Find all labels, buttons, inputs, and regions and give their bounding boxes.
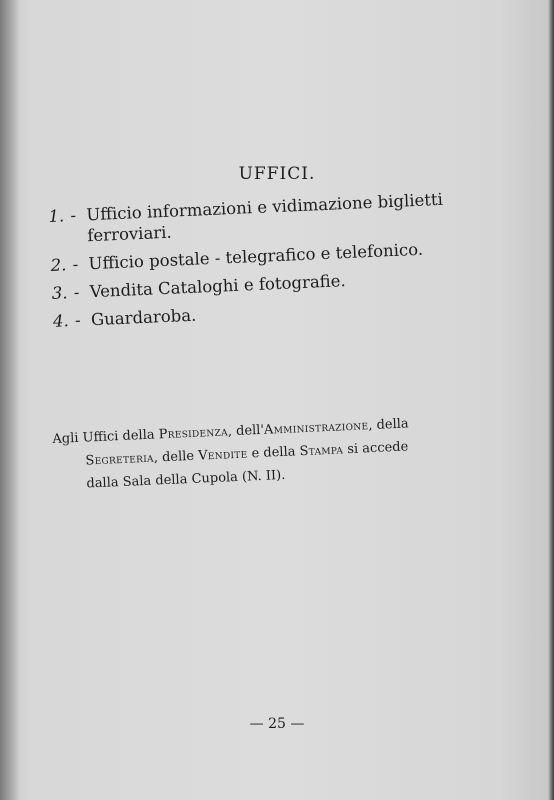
note-text: dalla Sala della Cupola (N. II). <box>86 467 286 492</box>
offices-list <box>48 188 473 339</box>
note-stampa: Stampa <box>299 442 344 460</box>
item-text: Vendita Cataloghi e fotografie. <box>89 271 347 302</box>
binding-shadow <box>0 0 20 800</box>
note-text: , dell' <box>227 422 265 440</box>
item-separator: - <box>72 254 79 274</box>
note-text: e della <box>247 444 300 462</box>
item-text: Ufficio informazioni e vidimazione biglietti ferroviari. <box>86 189 444 246</box>
item-separator: - <box>70 205 77 226</box>
page-edge <box>548 0 554 800</box>
item-separator: - <box>74 310 82 330</box>
page-title: UFFICI. <box>238 164 316 184</box>
note-text: , della <box>367 416 409 434</box>
item-number: 3. <box>51 283 68 303</box>
item-text: Ufficio postale - telegrafico e telefonico. <box>88 239 424 274</box>
note-text: si accede <box>342 439 409 458</box>
note-amministrazione: Amministrazione <box>263 418 369 438</box>
item-separator: - <box>73 282 80 302</box>
page-number: — 25 — <box>249 716 305 732</box>
item-number: 4. <box>52 311 70 331</box>
item-number: 2. <box>50 255 67 275</box>
access-note <box>52 410 465 497</box>
item-text: Guardaroba. <box>90 305 197 330</box>
note-segreteria: Segreteria <box>85 450 155 469</box>
note-presidenza: Presidenza <box>158 424 229 443</box>
item-number: 1. <box>48 206 65 226</box>
note-vendite: Vendite <box>197 446 248 464</box>
note-text: , delle <box>153 448 199 466</box>
note-text: Agli Uffici della <box>52 427 160 447</box>
